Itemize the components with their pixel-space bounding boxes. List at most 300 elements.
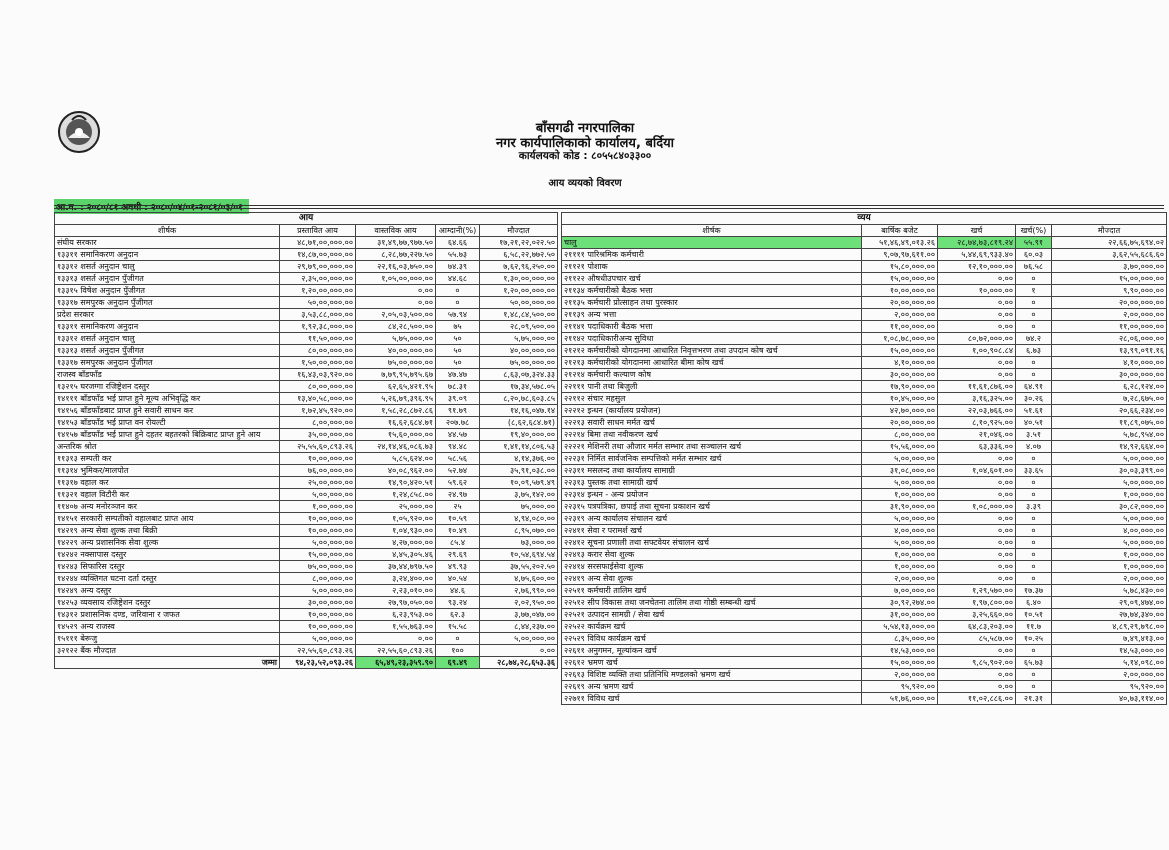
value-cell: २९,७९,००,०००.०० xyxy=(280,261,356,273)
row-heading-cell: १३२१५ घरजग्गा रजिष्ट्रेशन दस्तुर xyxy=(55,381,280,393)
value-cell: १,२४,८५८.०० xyxy=(356,489,436,501)
value-cell: १,९२,३८,०००.०० xyxy=(280,321,356,333)
value-cell: ३,७७,०४७.०० xyxy=(480,609,558,621)
value-cell: १४,१६,०४७.१४ xyxy=(480,405,558,417)
value-cell: २४,१४,४६,०८६.७३ xyxy=(356,441,436,453)
row-heading-cell: २२४१४ सरसफाईसेवा शुल्क xyxy=(562,561,862,573)
value-cell: ५,००,०००.०० xyxy=(480,633,558,645)
row-heading-cell: २२११२ संचार महसुल xyxy=(562,393,862,405)
value-cell: ४७.४७ xyxy=(436,369,480,381)
value-cell: ३५,००,०००.०० xyxy=(280,429,356,441)
value-cell: ४,२७,०००.०० xyxy=(356,537,436,549)
row-heading-cell: २११२१ पोशाक xyxy=(562,261,862,273)
value-cell: ५,००,०००.०० xyxy=(280,585,356,597)
row-heading-cell: ११३१७ वहाल कर xyxy=(55,477,280,489)
row-heading-cell: २२२२१ मेशिनरी तथा औजार मर्मत सम्भार तथा सञ्चालन खर्च xyxy=(562,441,862,453)
value-cell: ३०,००,०००.०० xyxy=(862,369,938,381)
value-cell: ३१,४९,७७,९७७.५० xyxy=(356,237,436,249)
value-cell: ७४.३९ xyxy=(436,261,480,273)
value-cell: १०,००,०००.०० xyxy=(280,609,356,621)
value-cell: १३,४०,५८,०००.०० xyxy=(280,393,356,405)
row-heading-cell: ३२१२२ बैंक मौज्दात xyxy=(55,645,280,657)
value-cell: ८,००,०००.०० xyxy=(862,429,938,441)
value-cell: १०,०९,५७९.४९ xyxy=(480,477,558,489)
row-heading-cell: १३३११ समानिकरण अनुदान xyxy=(55,249,280,261)
value-cell: ३०,९२,२७४.०० xyxy=(862,597,938,609)
value-cell: १,७२,४५,९२०.०० xyxy=(280,405,356,417)
value-cell: १,४१,१४,८०६.५३ xyxy=(480,441,558,453)
table-row xyxy=(562,657,1167,669)
value-cell: १०,००,०००.०० xyxy=(280,453,356,465)
value-cell: ६०.०३ xyxy=(1016,249,1052,261)
value-cell: ३७,५५,२०२.५० xyxy=(480,561,558,573)
value-cell: ५७.९४ xyxy=(436,309,480,321)
value-cell: २,००,०००.०० xyxy=(862,309,938,321)
row-heading-cell: ११३१४ भुमिकर/मालपोत xyxy=(55,465,280,477)
income-table xyxy=(54,212,558,669)
value-cell: ० xyxy=(436,633,480,645)
row-heading-cell: २२३११ मसलन्द तथा कार्यालय सामाग्री xyxy=(562,465,862,477)
column-header: खर्च xyxy=(938,225,1016,237)
value-cell: २८,०६,०००.०० xyxy=(1052,333,1167,345)
total-value: ६५,४९,२३,३५९.९० xyxy=(356,657,436,669)
value-cell: ४,४५,३०५.४६ xyxy=(356,549,436,561)
value-cell: ० xyxy=(1016,297,1052,309)
row-heading-cell: १४२४९ अन्य दस्तुर xyxy=(55,585,280,597)
value-cell: ७५,००,०००.०० xyxy=(280,561,356,573)
row-heading-cell: २११११ पारिश्रमिक कर्मचारी xyxy=(562,249,862,261)
row-heading-cell: अन्तरिक श्रोत xyxy=(55,441,280,453)
value-cell: ४०,००,०००.०० xyxy=(356,345,436,357)
table-row xyxy=(55,417,558,429)
value-cell: ३१,००,०००.०० xyxy=(862,609,938,621)
value-cell: ८,१०,९२५.०० xyxy=(938,417,1016,429)
row-heading-cell: २११२२ औषधीउपचार खर्च xyxy=(562,273,862,285)
value-cell: ४२,७०,०००.०० xyxy=(862,405,938,417)
table-row xyxy=(562,633,1167,645)
table-row xyxy=(55,609,558,621)
value-cell: ०.०० xyxy=(938,321,1016,333)
value-cell: ०.०० xyxy=(356,285,436,297)
value-cell: १५,५६,०००.०० xyxy=(862,441,938,453)
value-cell: ८,६३,०७,३२४.३३ xyxy=(480,369,558,381)
table-row xyxy=(562,537,1167,549)
value-cell: ०.०० xyxy=(356,297,436,309)
value-cell: ५१,४६,४९,०१३.२६ xyxy=(862,237,938,249)
value-cell: ५,००,०००.०० xyxy=(1052,513,1167,525)
value-cell: ७,६२,९६,२५०.०० xyxy=(480,261,558,273)
value-cell: ५,८५,६२४.०० xyxy=(356,453,436,465)
value-cell: ३१,०८,०००.०० xyxy=(862,465,938,477)
header-divider-2 xyxy=(54,208,1164,209)
value-cell: ६,५८,२२,७७२.५० xyxy=(480,249,558,261)
row-heading-cell: १४२४४ व्यक्तिगत घटना दर्ता दस्तुर xyxy=(55,573,280,585)
row-heading-cell: २२५२२ कार्यक्रम खर्च xyxy=(562,621,862,633)
table-row xyxy=(55,465,558,477)
value-cell: २९.६९ xyxy=(436,549,480,561)
value-cell: १०.५९ xyxy=(436,513,480,525)
row-heading-cell: ११३१३ सम्पती कर xyxy=(55,453,280,465)
row-heading-cell: २२२१२ इन्धन (कार्यालय प्रयोजन) xyxy=(562,405,862,417)
value-cell: ३९.०९ xyxy=(436,393,480,405)
value-cell: ३५,९१,०३८.०० xyxy=(480,465,558,477)
value-cell: ५,७८,९५४.०० xyxy=(1052,429,1167,441)
value-cell: १,००,०००.०० xyxy=(1052,489,1167,501)
row-heading-cell: २११३५ कर्मचारी प्रोत्साहन तथा पुरस्कार xyxy=(562,297,862,309)
value-cell: २२,०३,७६६.०० xyxy=(938,405,1016,417)
value-cell: ९,८५,९०२.०० xyxy=(938,657,1016,669)
value-cell: ० xyxy=(436,297,480,309)
value-cell: १०,००,०००.०० xyxy=(280,513,356,525)
table-row xyxy=(55,537,558,549)
value-cell: ६,२३,९५३.०० xyxy=(356,609,436,621)
row-heading-cell: १४१५७ बाँडफाँड भई प्राप्त हुने दहतर बहतरको बिक्रिबाट प्राप्त हुने आय xyxy=(55,429,280,441)
value-cell: ९,९०,०००.०० xyxy=(1052,285,1167,297)
value-cell: ५,००,०००.०० xyxy=(862,453,938,465)
value-cell: २७,९७,०५०.०० xyxy=(356,597,436,609)
row-heading-cell: १४१५३ बाँडफाँड भई प्राप्त वन रोयल्टी xyxy=(55,417,280,429)
value-cell: १५,००,०००.०० xyxy=(862,345,938,357)
value-cell: ८,३५,०००.०० xyxy=(862,633,938,645)
value-cell: २,७६,९९०.०० xyxy=(480,585,558,597)
value-cell: ०.०० xyxy=(938,537,1016,549)
value-cell: १,००,०००.०० xyxy=(862,561,938,573)
table-row xyxy=(562,501,1167,513)
value-cell: ८०,७२,०००.०० xyxy=(938,333,1016,345)
value-cell: ४०.५१ xyxy=(1016,417,1052,429)
value-cell: १५,००,०००.०० xyxy=(862,657,938,669)
table-row xyxy=(562,381,1167,393)
value-cell: १,२०,००,०००.०० xyxy=(480,285,558,297)
value-cell: ० xyxy=(1016,273,1052,285)
value-cell: ०.०० xyxy=(938,273,1016,285)
value-cell: ४४.५७ xyxy=(436,429,480,441)
value-cell: ४,१४,३७६.०० xyxy=(480,453,558,465)
value-cell: ६२.३ xyxy=(436,609,480,621)
value-cell: ६.७३ xyxy=(1016,345,1052,357)
value-cell: ८०,००,०००.०० xyxy=(280,345,356,357)
value-cell: ८,९५,०७०.०० xyxy=(480,525,558,537)
income-section-title: आय xyxy=(55,213,558,225)
row-heading-cell: १४१५६ बाँडफाँडबाट प्राप्त हुने सवारी साधन कर xyxy=(55,405,280,417)
value-cell: १४,५३,०००.०० xyxy=(1052,645,1167,657)
municipality-name: बाँसगढी नगरपालिका xyxy=(535,121,635,136)
table-row xyxy=(562,549,1167,561)
value-cell: ११,६१,८७६.०० xyxy=(938,381,1016,393)
row-heading-cell: २२५१२ सीप विकास तथा जनचेतना तालिम तथा गोष्ठी सम्बन्धी खर्च xyxy=(562,597,862,609)
table-row xyxy=(562,669,1167,681)
value-cell: ७,७९,९५,७९५.६७ xyxy=(356,369,436,381)
value-cell: ५,००,०००.०० xyxy=(1052,477,1167,489)
value-cell: २,००,०००.०० xyxy=(1052,669,1167,681)
row-heading-cell: २२६११ अनुगमन, मूल्यांकन खर्च xyxy=(562,645,862,657)
value-cell: १०.५१ xyxy=(1016,609,1052,621)
column-header: मौज्दात xyxy=(480,225,558,237)
value-cell: १७.३७ xyxy=(1016,585,1052,597)
value-cell: ०.०० xyxy=(938,309,1016,321)
value-cell: ०.०० xyxy=(938,369,1016,381)
table-row xyxy=(562,513,1167,525)
total-label: जम्मा xyxy=(55,657,280,669)
value-cell: १७,९०,०००.०० xyxy=(862,381,938,393)
table-row xyxy=(55,477,558,489)
value-cell: १,०५,००,०००.०० xyxy=(356,273,436,285)
table-row xyxy=(55,237,558,249)
value-cell: ५,००,०००.०० xyxy=(862,477,938,489)
value-cell: ४,००,०००.०० xyxy=(862,525,938,537)
value-cell: ०.०० xyxy=(938,681,1016,693)
row-heading-cell: २२६१९ अन्य भ्रमण खर्च xyxy=(562,681,862,693)
row-heading-cell: प्रदेश सरकार xyxy=(55,309,280,321)
value-cell: १६,४३,०३,९२०.०० xyxy=(280,369,356,381)
value-cell: ५०,००,०००.०० xyxy=(280,297,356,309)
value-cell: १,००,९०८.८४ xyxy=(938,345,1016,357)
column-header: प्रस्तावित आय xyxy=(280,225,356,237)
value-cell: ४४.६८ xyxy=(436,273,480,285)
total-value: ९४,२३,५२,०९३.२६ xyxy=(280,657,356,669)
row-heading-cell: १३३१३ शसर्त अनुदान पुँजीगत xyxy=(55,273,280,285)
value-cell: २२,५५,६०,८९३.२६ xyxy=(280,645,356,657)
table-row xyxy=(55,429,558,441)
value-cell: १४,९०,४२०.५१ xyxy=(356,477,436,489)
value-cell: १,०४,९३०.०० xyxy=(356,525,436,537)
value-cell: ६३,३३६.०० xyxy=(938,441,1016,453)
value-cell: ०.०० xyxy=(938,297,1016,309)
value-cell: ०.०० xyxy=(938,645,1016,657)
table-row xyxy=(562,261,1167,273)
value-cell: ४०,७३,११४.०० xyxy=(1052,693,1167,705)
value-cell: १०,५४,६९४.५४ xyxy=(480,549,558,561)
value-cell: ० xyxy=(1016,489,1052,501)
value-cell: ५,५४,१३,०००.०० xyxy=(862,621,938,633)
value-cell: ० xyxy=(1016,537,1052,549)
nepal-emblem-icon xyxy=(56,108,102,154)
value-cell: ०.०० xyxy=(938,573,1016,585)
value-cell: १५,८०,०००.०० xyxy=(862,261,938,273)
value-cell: १९,४०,०००.०० xyxy=(480,429,558,441)
value-cell: १ xyxy=(1016,285,1052,297)
value-cell: ५,००,०००.०० xyxy=(862,513,938,525)
table-row xyxy=(55,381,558,393)
value-cell: ८,४४,२३७.०० xyxy=(480,621,558,633)
table-row xyxy=(55,561,558,573)
table-row xyxy=(562,465,1167,477)
value-cell: ३०,८२,०००.०० xyxy=(1052,501,1167,513)
row-heading-cell: २११४१ पदाधिकारी बैठक भत्ता xyxy=(562,321,862,333)
value-cell: १,०८,०००.०० xyxy=(938,501,1016,513)
value-cell: ८,२८,७७,२२७.५० xyxy=(356,249,436,261)
row-heading-cell: २२७११ विविध खर्च xyxy=(562,693,862,705)
total-value: ६९.४९ xyxy=(436,657,480,669)
value-cell: १०० xyxy=(436,645,480,657)
value-cell: ११,८९,०७५.०० xyxy=(1052,417,1167,429)
row-heading-cell: १४२५३ व्यवसाय रजिष्ट्रेशन दस्तुर xyxy=(55,597,280,609)
table-row xyxy=(562,309,1167,321)
value-cell: ६२,६५,४२१.९५ xyxy=(356,381,436,393)
value-cell: १,५८,२८,८७२.८६ xyxy=(356,405,436,417)
table-row xyxy=(562,405,1167,417)
row-heading-cell: २१२१३ कर्मचारीको योगदानमा आधारित बीमा कोष खर्च xyxy=(562,357,862,369)
table-row xyxy=(55,405,558,417)
value-cell: ५,००,०००.०० xyxy=(280,633,356,645)
row-heading-cell: २११३९ अन्य भत्ता xyxy=(562,309,862,321)
value-cell: ४,८९,२९,७९८.०० xyxy=(1052,621,1167,633)
table-row xyxy=(55,357,558,369)
value-cell: ४८,७१,००,०००.०० xyxy=(280,237,356,249)
row-heading-cell: २२५२९ विविध कार्यक्रम खर्च xyxy=(562,633,862,645)
value-cell: ३,७०,०००.०० xyxy=(1052,261,1167,273)
value-cell: ३,७५,१४२.०० xyxy=(480,489,558,501)
value-cell: २४.९७ xyxy=(436,489,480,501)
value-cell: ०.०० xyxy=(938,669,1016,681)
value-cell: १,००,०००.०० xyxy=(1052,561,1167,573)
value-cell: ० xyxy=(1016,669,1052,681)
value-cell: १५,००,०००.०० xyxy=(862,273,938,285)
value-cell: १५,००,०००.०० xyxy=(280,549,356,561)
table-row xyxy=(562,693,1167,705)
value-cell: २,३५,००,०००.०० xyxy=(280,273,356,285)
value-cell: २५ xyxy=(436,501,480,513)
value-cell: १४,९२,६६४.०० xyxy=(1052,441,1167,453)
table-row xyxy=(55,633,558,645)
value-cell: ५० xyxy=(436,333,480,345)
table-row xyxy=(562,525,1167,537)
table-row xyxy=(55,501,558,513)
value-cell: १,०५,९२०.०० xyxy=(356,513,436,525)
column-header: आम्दानी(%) xyxy=(436,225,480,237)
row-heading-cell: २२३१५ पत्रपत्रिका, छपाई तथा सूचना प्रकाशन खर्च xyxy=(562,501,862,513)
value-cell: १२,१०,०००.०० xyxy=(938,261,1016,273)
value-cell: १३,९९,०९१.१६ xyxy=(1052,345,1167,357)
value-cell: ५,००,०००.०० xyxy=(862,537,938,549)
value-cell: १७,३४,५७८.०५ xyxy=(480,381,558,393)
value-cell: १,०४,६०१.०० xyxy=(938,465,1016,477)
value-cell: २९,०९,४७४.०० xyxy=(1052,597,1167,609)
column-header: वास्तविक आय xyxy=(356,225,436,237)
row-heading-cell: २१२१४ कर्मचारी कल्याण कोष xyxy=(562,369,862,381)
table-row xyxy=(562,609,1167,621)
table-row xyxy=(55,453,558,465)
value-cell: ३,२४,४००.०० xyxy=(356,573,436,585)
value-cell: ७,००,०००.०० xyxy=(862,585,938,597)
value-cell: ७६.५८ xyxy=(1016,261,1052,273)
value-cell: १,२०,००,०००.०० xyxy=(280,285,356,297)
value-cell: ३,६२,५५,६८६.६० xyxy=(1052,249,1167,261)
value-cell: ०.०० xyxy=(938,489,1016,501)
row-heading-cell: १३३१५ विषेश अनुदान पुँजीगत xyxy=(55,285,280,297)
value-cell: ११,००,०००.०० xyxy=(1052,321,1167,333)
table-row xyxy=(55,285,558,297)
row-heading-cell: १५१११ बेरूजु xyxy=(55,633,280,645)
table-row xyxy=(55,309,558,321)
value-cell: ३०,००,०००.०० xyxy=(1052,369,1167,381)
table-row xyxy=(562,585,1167,597)
value-cell: ० xyxy=(1016,477,1052,489)
value-cell: ० xyxy=(1016,681,1052,693)
value-cell: २५,०००.०० xyxy=(356,501,436,513)
value-cell: ५,००,०००.०० xyxy=(1052,453,1167,465)
table-row xyxy=(562,429,1167,441)
value-cell: ७३,०००.०० xyxy=(480,537,558,549)
value-cell: २०,६६,२३४.०० xyxy=(1052,405,1167,417)
table-row xyxy=(55,489,558,501)
value-cell: ० xyxy=(1016,525,1052,537)
row-heading-cell: २२१११ पानी तथा बिजुली xyxy=(562,381,862,393)
value-cell: ७८.३१ xyxy=(436,381,480,393)
value-cell: २०,००,०००.०० xyxy=(1052,297,1167,309)
value-cell: २१.३१ xyxy=(1016,693,1052,705)
row-heading-cell: १४५२९ अन्य राजस्व xyxy=(55,621,280,633)
value-cell: ०.०० xyxy=(480,645,558,657)
value-cell: १७,२१,२२,०२२.५० xyxy=(480,237,558,249)
value-cell: ८५.४ xyxy=(436,537,480,549)
value-cell: ५५.७३ xyxy=(436,249,480,261)
value-cell: २,००,०००.०० xyxy=(1052,573,1167,585)
value-cell: ३३.६५ xyxy=(1016,465,1052,477)
row-heading-cell: १४१११ बाँडफाँड भई प्राप्त हुने मूल्य अभिवृद्धि कर xyxy=(55,393,280,405)
row-heading-cell: १३३१२ शसर्त अनुदान चालु xyxy=(55,333,280,345)
table-row xyxy=(562,297,1167,309)
table-row xyxy=(562,333,1167,345)
value-cell: ५,१४,०९८.०० xyxy=(1052,657,1167,669)
value-cell: १,००,०००.०० xyxy=(862,549,938,561)
value-cell: ५५.९१ xyxy=(1016,237,1052,249)
value-cell: ५८.५६ xyxy=(436,453,480,465)
table-row xyxy=(562,393,1167,405)
row-heading-cell: २२३१९ अन्य कार्यालय संचालन खर्च xyxy=(562,513,862,525)
row-heading-cell: २२६१२ भ्रमण खर्च xyxy=(562,657,862,669)
table-row xyxy=(562,489,1167,501)
value-cell: ४०,०८,९६२.०० xyxy=(356,465,436,477)
table-row xyxy=(562,453,1167,465)
value-cell: १०,००,०००.०० xyxy=(862,285,938,297)
value-cell: ७५,०००.०० xyxy=(480,501,558,513)
value-cell: ० xyxy=(1016,513,1052,525)
table-row xyxy=(55,573,558,585)
value-cell: ७५ xyxy=(436,321,480,333)
value-cell: १,५०,००,०००.०० xyxy=(280,357,356,369)
value-cell: १,०८,७८,०००.०० xyxy=(862,333,938,345)
value-cell: ० xyxy=(1016,453,1052,465)
value-cell: ५,७८,४३०.०० xyxy=(1052,585,1167,597)
value-cell: २८,७४,७३,८१९.२४ xyxy=(938,237,1016,249)
value-cell: ५,००,०००.०० xyxy=(1052,537,1167,549)
value-cell: ०.०० xyxy=(938,477,1016,489)
row-heading-cell: २२३१३ पुस्तक तथा सामाग्री खर्च xyxy=(562,477,862,489)
value-cell: १५,००,०००.०० xyxy=(1052,273,1167,285)
value-cell: १,००,०००.०० xyxy=(862,489,938,501)
column-header: शीर्षक xyxy=(562,225,862,237)
value-cell: ०.०० xyxy=(938,525,1016,537)
value-cell: २२,५५,६०,८९३.२६ xyxy=(356,645,436,657)
table-row xyxy=(562,561,1167,573)
row-heading-cell: २२४१२ सूचना प्रणाली तथा सफ्टवेयर संचालन खर्च xyxy=(562,537,862,549)
table-row xyxy=(562,357,1167,369)
row-heading-cell: संघीय सरकार xyxy=(55,237,280,249)
value-cell: १,००,०००.०० xyxy=(1052,549,1167,561)
row-heading-cell: ११३२१ वहाल विटौरी कर xyxy=(55,489,280,501)
table-row xyxy=(55,441,558,453)
value-cell: ०.०० xyxy=(938,549,1016,561)
value-cell: ५२.७४ xyxy=(436,465,480,477)
value-cell: ७५,००,०००.०० xyxy=(356,357,436,369)
value-cell: ६.४० xyxy=(1016,597,1052,609)
value-cell: २२,६६,७५,६९४.०२ xyxy=(1052,237,1167,249)
value-cell: १०.४९ xyxy=(436,525,480,537)
value-cell: ६४,८३,२०३.०० xyxy=(938,621,1016,633)
row-heading-cell: चालु xyxy=(562,237,862,249)
value-cell: १०.२५ xyxy=(1016,633,1052,645)
